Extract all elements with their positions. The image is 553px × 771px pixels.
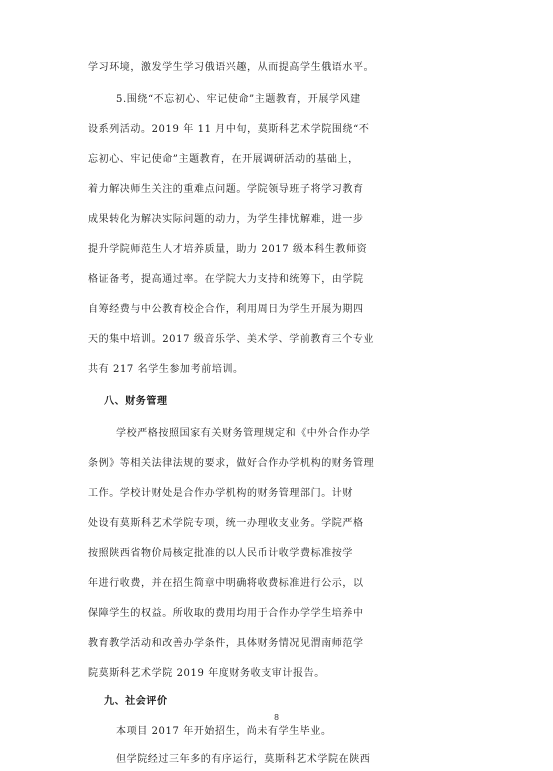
paragraph-line: 条例》等相关法律法规的要求，做好合作办学机构的财务管理 (88, 458, 375, 469)
paragraph-line: 工作。学校计财处是合作办学机构的财务管理部门。计财 (88, 488, 353, 499)
paragraph-line: 学校严格按照国家有关财务管理规定和《中外合作办学 (116, 428, 371, 439)
paragraph-line: 提升学院师范生人才培养质量，助力 2017 级本科生教师资 (88, 244, 368, 255)
paragraph-line: 处设有莫斯科艺术学院专项，统一办理收支业务。学院严格 (88, 518, 364, 529)
paragraph-line: 保障学生的权益。所收取的费用均用于合作办学学生培养中 (88, 608, 364, 619)
paragraph-line: 教育教学活动和改善办学条件，具体财务情况见渭南师范学 (88, 638, 364, 649)
paragraph-line: 共有 217 名学生参加考前培训。 (88, 364, 244, 375)
paragraph-line: 年进行收费，并在招生简章中明确将收费标准进行公示，以 (88, 578, 364, 589)
section-heading-finance: 八、财务管理 (104, 396, 168, 407)
paragraph-line: 按照陕西省物价局核定批准的以人民币计收学费标准按学 (88, 548, 353, 559)
paragraph-line: 天的集中培训。2017 级音乐学、美术学、学前教育三个专业 (88, 334, 375, 345)
paragraph-line: 格证备考，提高通过率。在学院大力支持和统筹下，由学院 (88, 274, 364, 285)
paragraph-line: 本项目 2017 年开始招生，尚未有学生毕业。 (116, 726, 332, 737)
paragraph-line: 成果转化为解决实际问题的动力，为学生排忧解难，进一步 (88, 214, 364, 225)
paragraph-line: 着力解决师生关注的重难点问题。学院领导班子将学习教育 (88, 184, 364, 195)
paragraph-line: 5.围绕“不忘初心、牢记使命”主题教育，开展学风建 (116, 94, 361, 105)
paragraph-line: 设系列活动。2019 年 11 月中旬，莫斯科艺术学院围绕“不 (88, 124, 370, 135)
paragraph-line: 自筹经费与中公教育校企合作，利用周日为学生开展为期四 (88, 304, 364, 315)
paragraph-line: 忘初心、牢记使命”主题教育，在开展调研活动的基础上， (88, 154, 359, 165)
paragraph-line: 但学院经过三年多的有序运行，莫斯科艺术学院在陕西 (116, 754, 371, 765)
section-heading-social-evaluation: 九、社会评价 (104, 696, 168, 707)
paragraph-line: 学习环境，激发学生学习俄语兴趣，从而提高学生俄语水平。 (88, 62, 375, 73)
page-number: 8 (273, 713, 280, 722)
paragraph-line: 院莫斯科艺术学院 2019 年度财务收支审计报告。 (88, 668, 325, 679)
